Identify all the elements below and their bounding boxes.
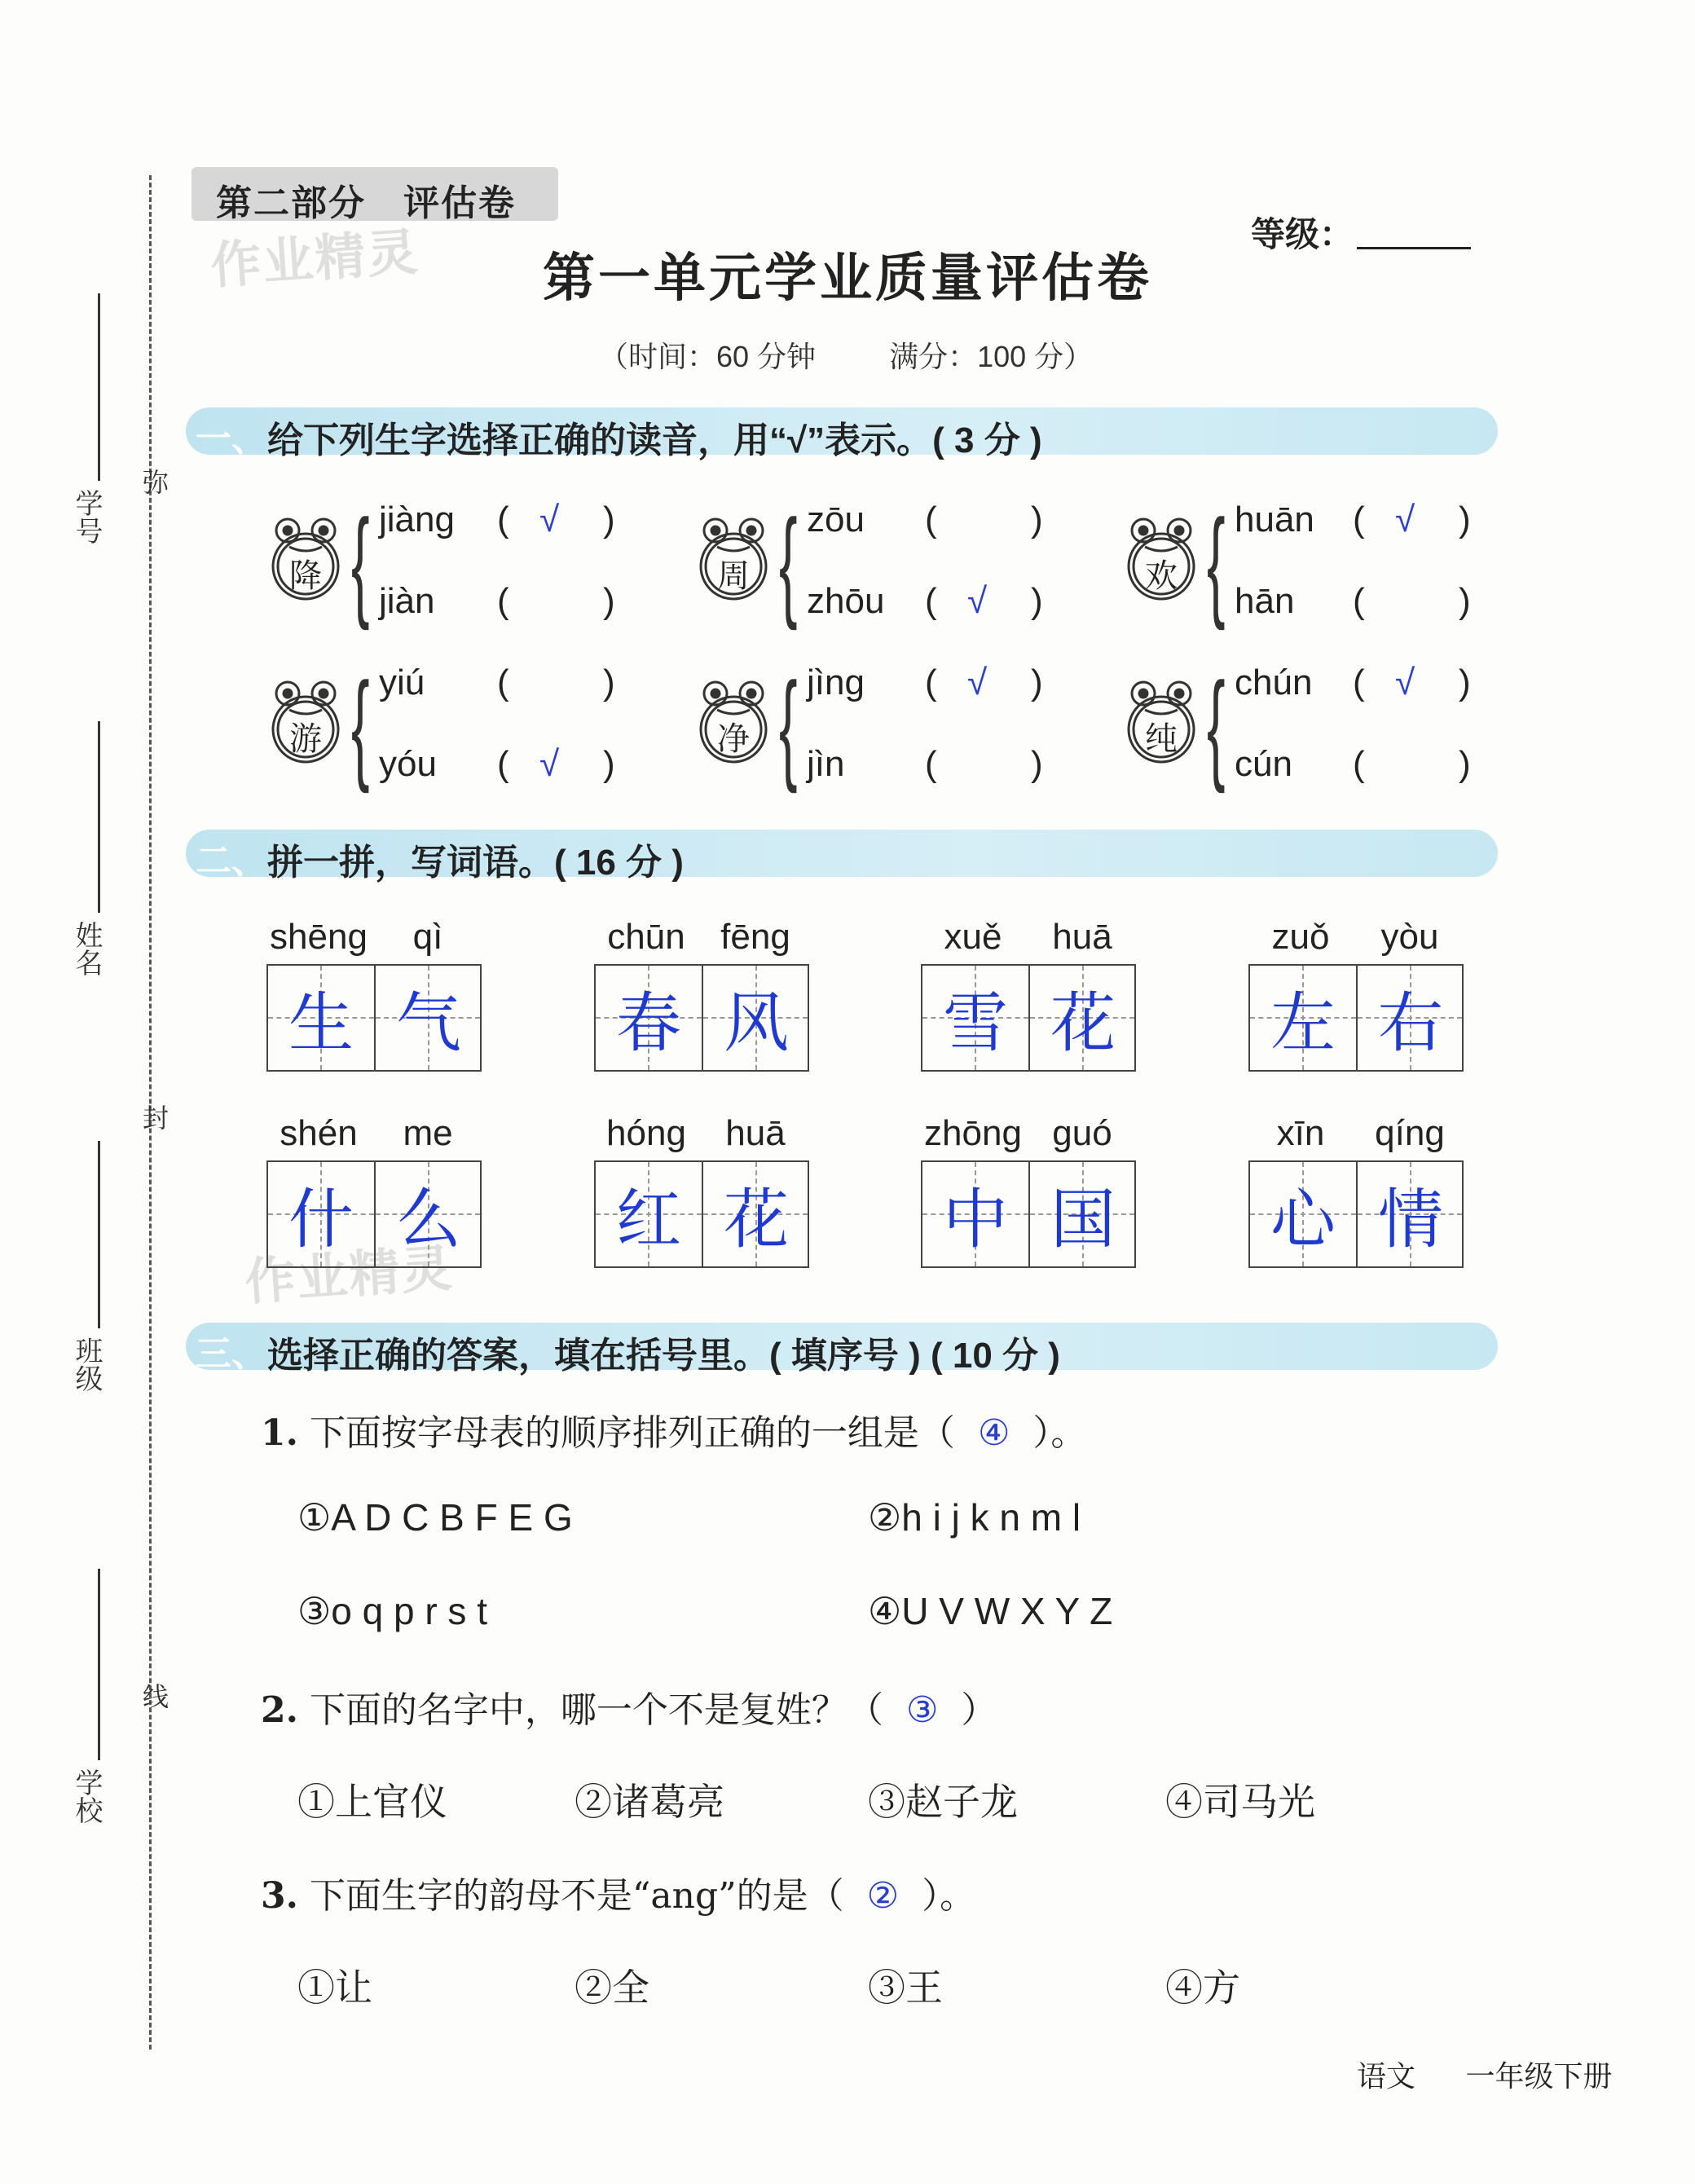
writing-grid <box>921 964 1136 1072</box>
paren-open: ( <box>925 663 937 702</box>
written-character: 么 <box>396 1182 461 1257</box>
section-1-number: 一、 <box>196 419 267 459</box>
grid-cell[interactable] <box>922 1162 1028 1266</box>
choice-group-4 <box>265 648 640 803</box>
section-2-header <box>186 830 1498 883</box>
written-character: 左 <box>1270 985 1336 1061</box>
check-mark: √ <box>539 500 560 539</box>
paren-open: ( <box>497 581 509 621</box>
question-1-close: ）。 <box>1032 1412 1087 1454</box>
choice-group-6 <box>1120 648 1495 803</box>
grid-cell[interactable] <box>1356 966 1462 1070</box>
brace-icon: { <box>351 657 370 794</box>
paren-close: ) <box>1459 500 1471 539</box>
written-character: 气 <box>396 985 461 1061</box>
pinyin-option: jiàng <box>379 500 455 539</box>
page-title: 第一单元学业质量评估卷 <box>543 249 1152 307</box>
paren-close: ) <box>1031 663 1043 702</box>
pinyin-syllable-1: zhōng <box>924 1113 1022 1153</box>
margin-label-class: 班级 <box>70 1336 103 1392</box>
question-1 <box>261 1403 1086 1455</box>
grid-cell[interactable] <box>374 1162 480 1266</box>
name-field[interactable] <box>98 721 100 913</box>
question-2-option-3: ③赵子龙 <box>868 1780 1018 1824</box>
pinyin-syllable-1: shén <box>280 1113 358 1153</box>
pinyin-syllable-2: huā <box>1052 917 1112 957</box>
question-1-option-1: ①A D C B F E G <box>297 1496 573 1539</box>
frog-icon <box>693 509 774 607</box>
choice-group-2 <box>693 485 1068 640</box>
question-3-option-1: ①让 <box>297 1966 372 2010</box>
exam-info <box>599 334 1158 376</box>
cut-word-mi: 弥 <box>139 469 170 495</box>
choice-group-1 <box>265 485 640 640</box>
grid-cell[interactable] <box>596 966 702 1070</box>
question-2-text: 下面的名字中，哪一个不是复姓？（ <box>309 1689 883 1731</box>
paren-close: ) <box>1031 500 1043 539</box>
grid-cell[interactable] <box>268 966 374 1070</box>
check-mark: √ <box>1395 663 1415 702</box>
paren-close: ) <box>1031 581 1043 621</box>
pinyin-option: chún <box>1235 663 1313 702</box>
question-2-close: ） <box>961 1689 997 1731</box>
written-character: 中 <box>943 1182 1008 1257</box>
question-1-text: 下面按字母表的顺序排列正确的一组是（ <box>309 1412 955 1454</box>
writing-grid <box>266 1160 482 1268</box>
word-item-7 <box>919 1113 1139 1284</box>
grid-cell[interactable] <box>268 1162 374 1266</box>
question-2-number: 2. <box>261 1689 298 1731</box>
pinyin-syllable-2: qì <box>412 917 443 957</box>
target-character: 游 <box>289 720 322 758</box>
question-1-option-3: ③o q p r s t <box>297 1590 487 1632</box>
footer-subject: 语文 <box>1357 2060 1416 2094</box>
question-1-option-2: ②h i j k n m l <box>868 1496 1081 1539</box>
question-3-option-2: ②全 <box>575 1966 649 2010</box>
question-1-number: 1. <box>261 1412 298 1454</box>
grid-cell[interactable] <box>702 966 808 1070</box>
grade-label: 等级： <box>1251 215 1354 253</box>
question-3-answer[interactable]: ② <box>866 1875 900 1917</box>
pinyin-syllable-2: yòu <box>1380 917 1439 957</box>
writing-grid <box>266 964 482 1072</box>
word-item-8 <box>1247 1113 1467 1284</box>
writing-grid <box>1248 964 1464 1072</box>
paren-close: ) <box>603 663 615 702</box>
paren-open: ( <box>497 500 509 539</box>
frog-icon <box>265 509 346 607</box>
question-1-answer[interactable]: ④ <box>977 1412 1010 1454</box>
pinyin-option: zhōu <box>807 581 885 621</box>
brace-icon: { <box>1207 657 1226 794</box>
paren-open: ( <box>925 744 937 784</box>
grid-cell[interactable] <box>1028 1162 1134 1266</box>
frog-icon <box>1120 672 1202 770</box>
pinyin-option: hān <box>1235 581 1295 621</box>
written-character: 红 <box>616 1182 681 1257</box>
watermark-middle: 作业精灵 <box>243 1240 456 1311</box>
watermark-top: 作业精灵 <box>209 224 421 295</box>
paren-open: ( <box>1353 500 1365 539</box>
footer-grade: 一年级下册 <box>1465 2060 1613 2094</box>
pinyin-option: jìng <box>807 663 865 702</box>
written-character: 生 <box>288 985 354 1061</box>
student-id-field[interactable] <box>98 293 100 481</box>
question-3-close: ）。 <box>922 1875 976 1917</box>
pinyin-syllable-2: fēng <box>720 917 790 957</box>
word-item-1 <box>265 917 485 1088</box>
written-character: 春 <box>616 985 681 1061</box>
written-character: 什 <box>288 1182 354 1257</box>
section-2-instruction: 拼一拼，写词语。( 16 分 ) <box>267 843 684 883</box>
check-mark: √ <box>967 663 988 702</box>
grid-cell[interactable] <box>374 966 480 1070</box>
paren-close: ) <box>1459 744 1471 784</box>
school-field[interactable] <box>98 1569 100 1760</box>
word-item-2 <box>592 917 812 1088</box>
question-3-option-4: ④方 <box>1165 1966 1240 2010</box>
written-character: 雪 <box>943 985 1008 1061</box>
paren-open: ( <box>925 500 937 539</box>
grid-cell[interactable] <box>1250 966 1356 1070</box>
margin-label-name: 姓名 <box>70 921 103 976</box>
pinyin-syllable-2: guó <box>1052 1113 1112 1153</box>
pinyin-syllable-1: chūn <box>607 917 685 957</box>
target-character: 降 <box>289 557 322 595</box>
brace-icon: { <box>779 494 798 631</box>
pinyin-option: huān <box>1235 500 1314 539</box>
pinyin-syllable-2: huā <box>725 1113 786 1153</box>
check-mark: √ <box>1395 500 1415 539</box>
written-character: 心 <box>1270 1182 1336 1257</box>
target-character: 周 <box>717 557 750 595</box>
writing-grid <box>594 964 809 1072</box>
pinyin-option: zōu <box>807 500 865 539</box>
question-2-option-1: ①上官仪 <box>297 1780 447 1824</box>
word-item-4 <box>1247 917 1467 1088</box>
paren-open: ( <box>1353 581 1365 621</box>
paren-close: ) <box>1459 581 1471 621</box>
pinyin-option: jìn <box>807 744 845 784</box>
brace-icon: { <box>1207 494 1226 631</box>
paren-open: ( <box>1353 663 1365 702</box>
pinyin-option: jiàn <box>379 581 435 621</box>
paren-close: ) <box>1031 744 1043 784</box>
grid-cell[interactable] <box>1028 966 1134 1070</box>
writing-grid <box>594 1160 809 1268</box>
pinyin-option: yiú <box>379 663 425 702</box>
choice-group-3 <box>1120 485 1495 640</box>
section-3-header <box>186 1323 1498 1376</box>
class-field[interactable] <box>98 1141 100 1328</box>
paren-close: ) <box>603 744 615 784</box>
section-2-number: 二、 <box>196 841 267 881</box>
grid-cell[interactable] <box>596 1162 702 1266</box>
written-character: 花 <box>724 1182 789 1257</box>
choice-group-5 <box>693 648 1068 803</box>
check-mark: √ <box>539 744 560 784</box>
frog-icon <box>693 672 774 770</box>
part-header-tab: 第二部分 评估卷 <box>192 167 558 221</box>
paren-open: ( <box>925 581 937 621</box>
pinyin-syllable-2: me <box>403 1113 453 1153</box>
pinyin-syllable-1: xīn <box>1276 1113 1325 1153</box>
pinyin-syllable-1: shēng <box>270 917 368 957</box>
margin-label-school: 学校 <box>70 1768 103 1824</box>
grid-cell[interactable] <box>922 966 1028 1070</box>
grid-cell[interactable] <box>1356 1162 1462 1266</box>
question-2-option-2: ②诸葛亮 <box>575 1780 724 1824</box>
paren-close: ) <box>603 500 615 539</box>
question-2-option-4: ④司马光 <box>1165 1780 1315 1824</box>
frog-icon <box>265 672 346 770</box>
paren-open: ( <box>497 663 509 702</box>
question-3-text: 下面生字的韵母不是“ang”的是（ <box>309 1875 844 1917</box>
question-2 <box>261 1680 997 1733</box>
writing-grid <box>921 1160 1136 1268</box>
brace-icon: { <box>351 494 370 631</box>
cut-word-xian: 线 <box>139 1683 170 1709</box>
target-character: 净 <box>717 720 750 758</box>
pinyin-syllable-1: xuě <box>944 917 1002 957</box>
pinyin-syllable-1: zuǒ <box>1271 917 1330 957</box>
page-footer <box>1357 2054 1653 2095</box>
paren-open: ( <box>497 744 509 784</box>
paren-close: ) <box>603 581 615 621</box>
section-1-instruction: 给下列生字选择正确的读音，用“√”表示。( 3 分 ) <box>267 421 1042 460</box>
full-score: 满分：100 分） <box>889 340 1094 373</box>
check-mark: √ <box>967 581 988 621</box>
cut-word-feng: 封 <box>139 1104 170 1130</box>
writing-grid <box>1248 1160 1464 1268</box>
paren-close: ) <box>1459 663 1471 702</box>
question-3-option-3: ③王 <box>868 1966 943 2010</box>
section-3-number: 三、 <box>196 1334 267 1374</box>
written-character: 风 <box>724 985 789 1061</box>
margin-label-student-id: 学号 <box>70 489 103 544</box>
paren-open: ( <box>1353 744 1365 784</box>
pinyin-option: cún <box>1235 744 1292 784</box>
word-item-6 <box>592 1113 812 1284</box>
pinyin-syllable-1: hóng <box>606 1113 686 1153</box>
question-1-option-4: ④U V W X Y Z <box>868 1590 1113 1632</box>
grid-cell[interactable] <box>1250 1162 1356 1266</box>
time-limit: （时间：60 分钟 <box>599 340 817 373</box>
frog-icon <box>1120 509 1202 607</box>
target-character: 纯 <box>1145 720 1178 758</box>
written-character: 国 <box>1050 1182 1116 1257</box>
pinyin-option: yóu <box>379 744 437 784</box>
question-3 <box>261 1866 975 1918</box>
word-item-5 <box>265 1113 485 1284</box>
written-character: 右 <box>1378 985 1443 1061</box>
brace-icon: { <box>779 657 798 794</box>
written-character: 情 <box>1378 1182 1443 1257</box>
grid-cell[interactable] <box>702 1162 808 1266</box>
section-1-header <box>186 407 1498 460</box>
written-character: 花 <box>1050 985 1116 1061</box>
target-character: 欢 <box>1145 557 1178 595</box>
section-3-instruction: 选择正确的答案，填在括号里。( 填序号 ) ( 10 分 ) <box>267 1336 1060 1376</box>
pinyin-syllable-2: qíng <box>1375 1113 1445 1153</box>
question-3-number: 3. <box>261 1875 298 1917</box>
word-item-3 <box>919 917 1139 1088</box>
question-2-answer[interactable]: ③ <box>905 1689 939 1731</box>
